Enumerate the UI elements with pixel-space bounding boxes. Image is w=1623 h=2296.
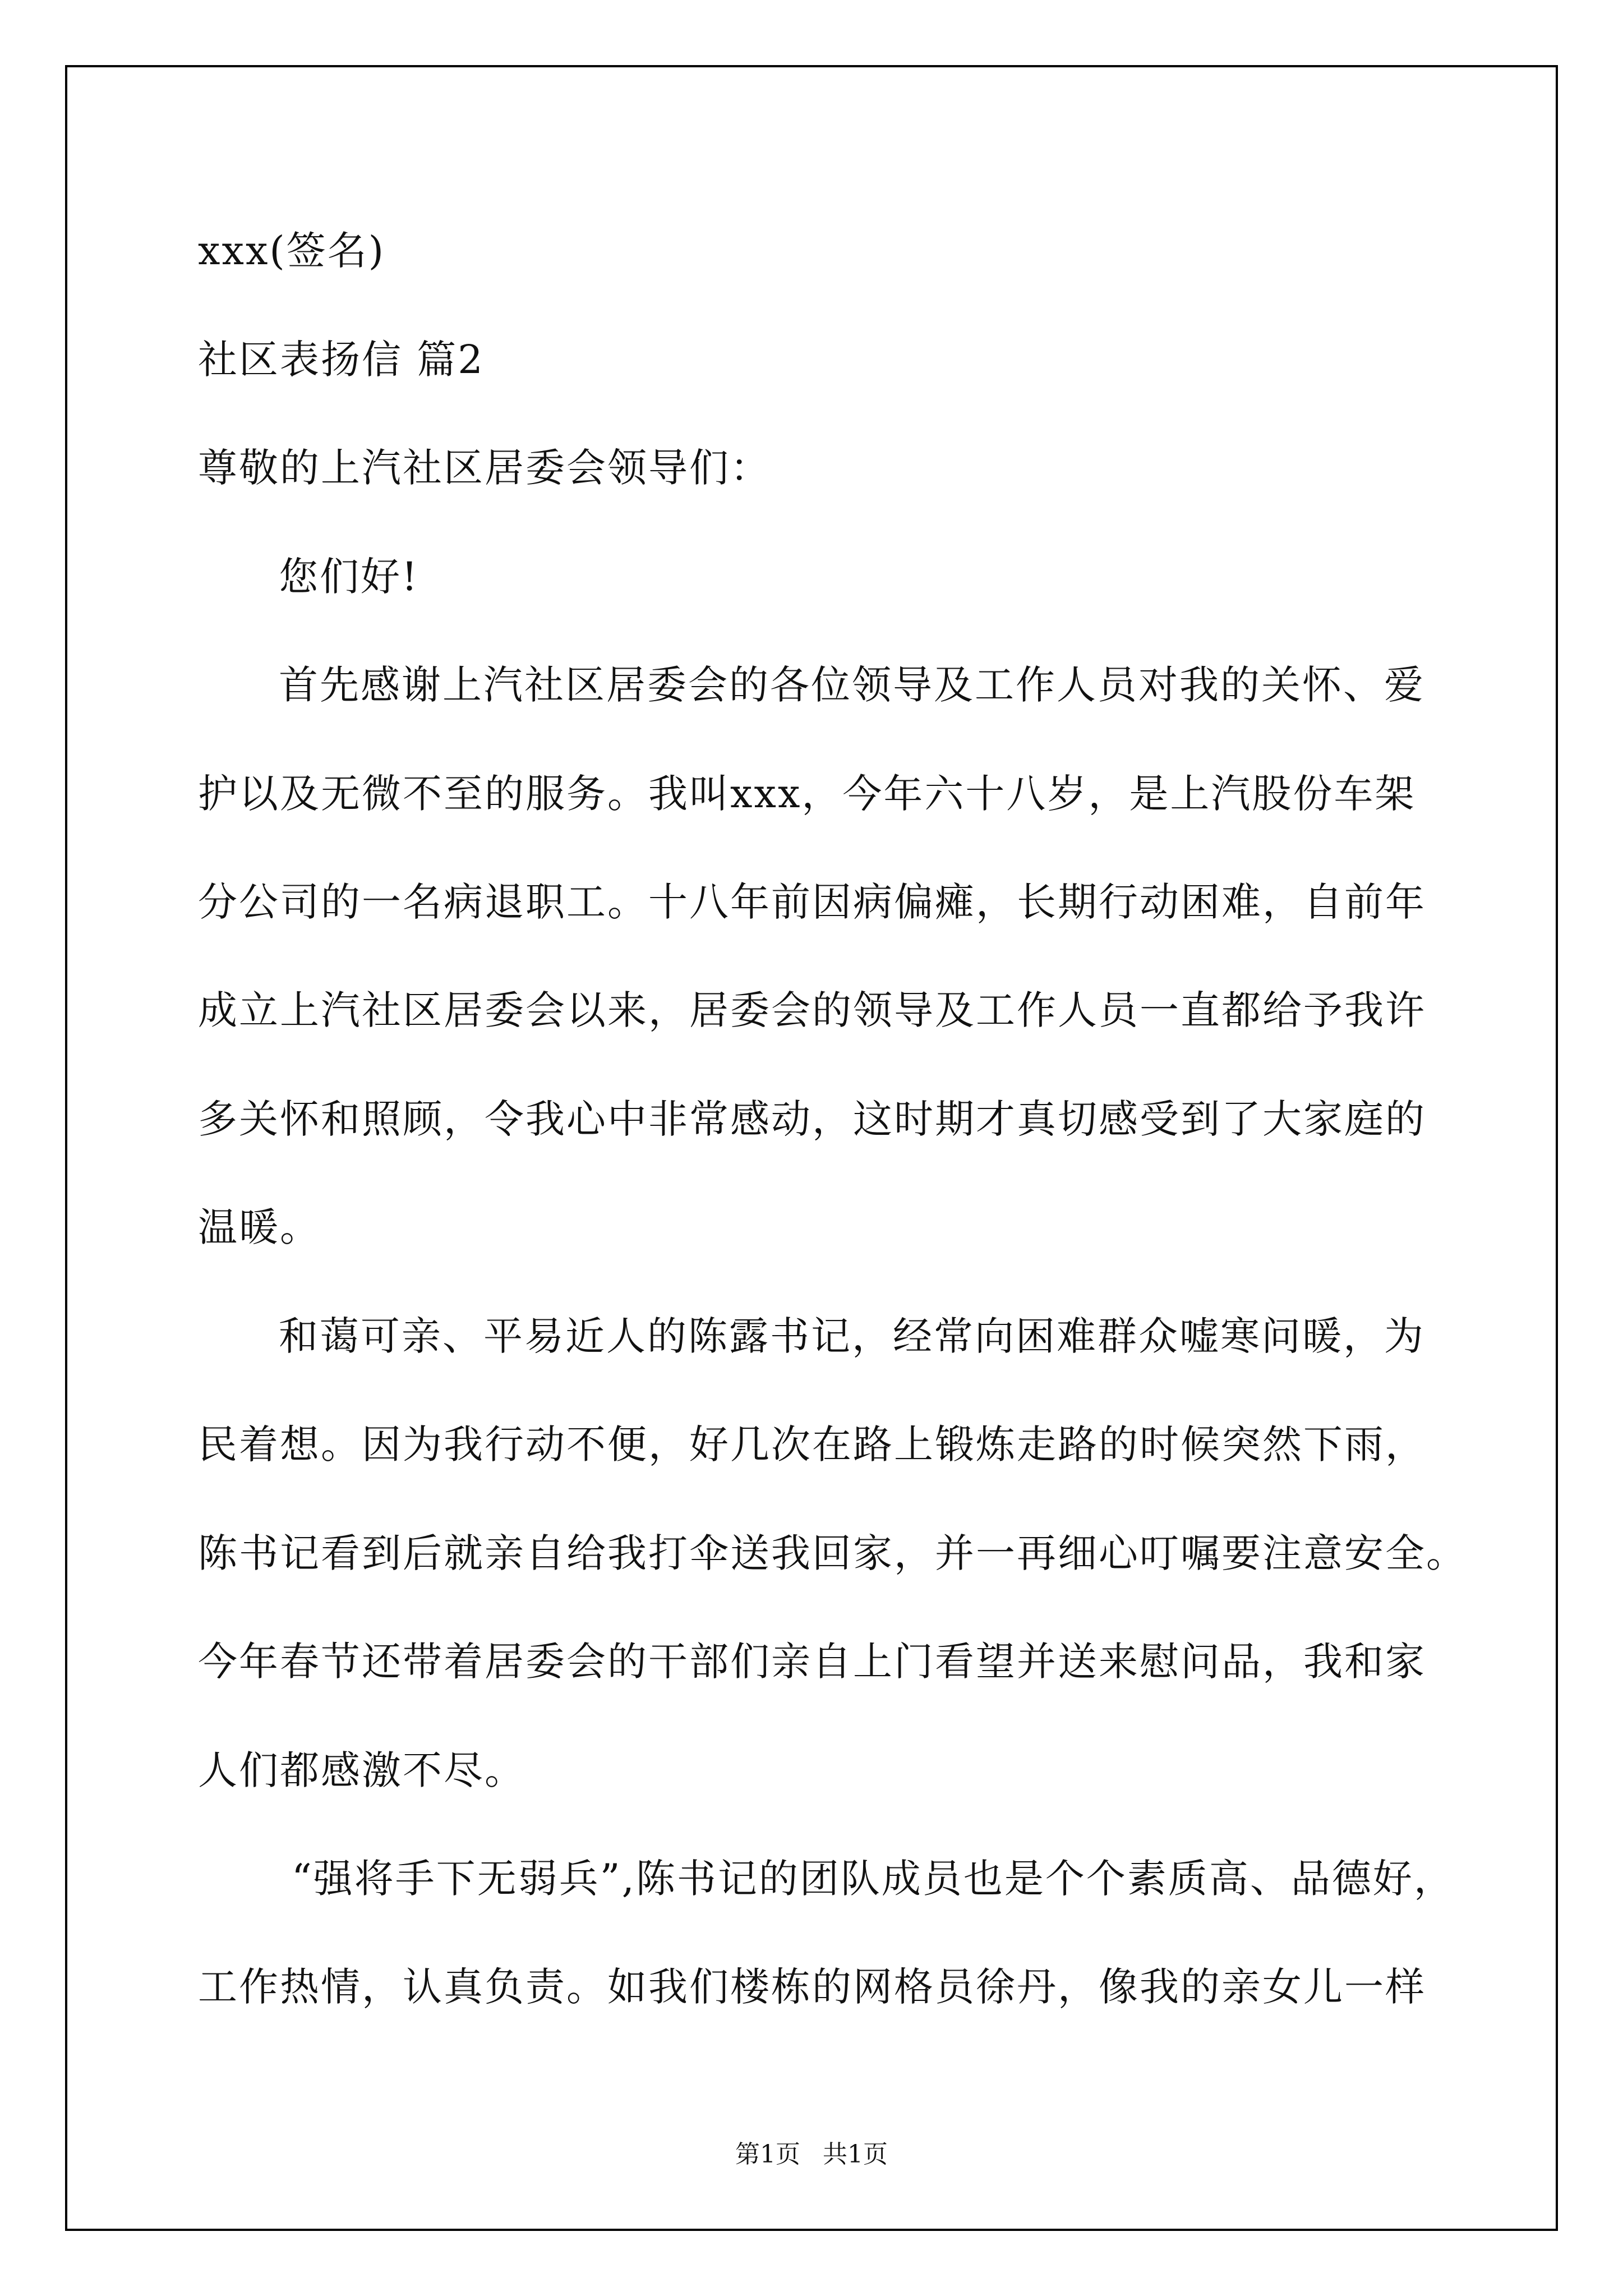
page-total: 共1页 bbox=[823, 2140, 888, 2169]
paragraph2-line3: 陈书记看到后就亲自给我打伞送我回家，并一再细心叮嘱要注意安全。 bbox=[198, 1530, 1467, 1576]
page-footer bbox=[0, 2141, 1623, 2169]
signature-line: xxx(签名) bbox=[198, 228, 386, 274]
greeting: 您们好! bbox=[279, 554, 419, 600]
paragraph2-line5: 人们都感激不尽。 bbox=[198, 1747, 525, 1793]
paragraph2-line1: 和蔼可亲、平易近人的陈露书记，经常向困难群众嘘寒问暖，为 bbox=[279, 1313, 1425, 1359]
paragraph2-line4: 今年春节还带着居委会的干部们亲自上门看望并送来慰问品，我和家 bbox=[198, 1639, 1426, 1685]
paragraph3-line2: 工作热情，认真负责。如我们楼栋的网格员徐丹，像我的亲女儿一样 bbox=[198, 1964, 1426, 2010]
page-current: 第1页 bbox=[735, 2140, 800, 2169]
paragraph2-line2: 民着想。因为我行动不便，好几次在路上锻炼走路的时候突然下雨， bbox=[198, 1421, 1426, 1467]
paragraph1-line5: 多关怀和照顾，令我心中非常感动，这时期才真切感受到了大家庭的 bbox=[198, 1096, 1426, 1142]
salutation: 尊敬的上汽社区居委会领导们： bbox=[198, 445, 771, 491]
letter-heading: 社区表扬信 篇2 bbox=[198, 337, 485, 383]
paragraph1-line1: 首先感谢上汽社区居委会的各位领导及工作人员对我的关怀、爱 bbox=[279, 662, 1425, 708]
page-border bbox=[65, 65, 1558, 2231]
paragraph1-line6: 温暖。 bbox=[198, 1204, 321, 1250]
paragraph1-line3: 分公司的一名病退职工。十八年前因病偏瘫，长期行动困难，自前年 bbox=[198, 879, 1426, 925]
paragraph3-line1: “强将手下无弱兵”,陈书记的团队成员也是个个素质高、品德好， bbox=[292, 1856, 1455, 1902]
paragraph1-line2: 护以及无微不至的服务。我叫xxx，今年六十八岁，是上汽股份车架 bbox=[198, 771, 1416, 817]
paragraph1-line4: 成立上汽社区居委会以来，居委会的领导及工作人员一直都给予我许 bbox=[198, 987, 1426, 1033]
